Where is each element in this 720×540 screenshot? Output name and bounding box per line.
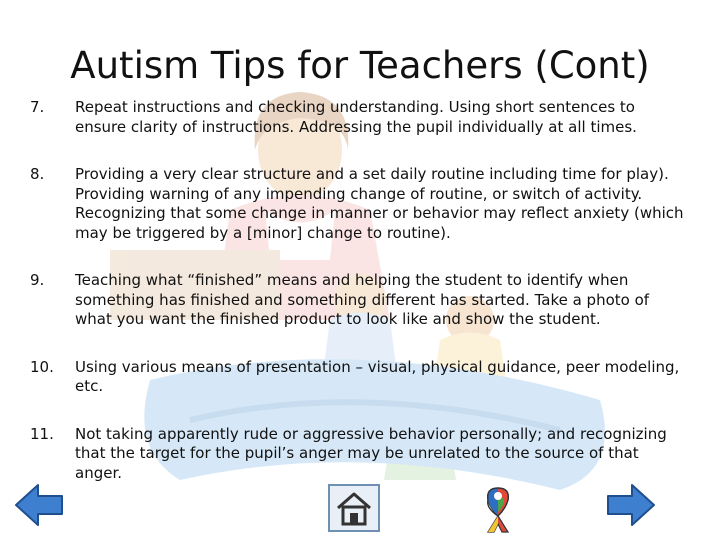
left-arrow-icon	[16, 485, 62, 525]
list-item	[30, 271, 690, 330]
slide-title: Autism Tips for Teachers (Cont)	[70, 44, 650, 87]
item-number: 7.	[30, 98, 45, 116]
item-text: Providing a very clear structure and a set daily routine including time for play). Providing warning of any impending change of routine, or switch of activity. Recognizing that some change in manner or behavior may reflect anxiety (which may be triggered by a [minor] change to routine).	[75, 165, 684, 242]
home-button[interactable]	[328, 484, 380, 532]
item-text: Teaching what “finished” means and helping the student to identify when something has finished and something different has started. Take a photo of what you want the finished product to look like and show the student.	[75, 271, 650, 328]
list-item	[30, 358, 690, 397]
back-button[interactable]	[14, 483, 64, 527]
item-number: 10.	[30, 357, 54, 376]
item-text: Not taking apparently rude or aggressive behavior personally; and recognizing that the target for the pupil’s anger may be unrelated to the source of that anger.	[75, 424, 667, 482]
item-number: 8.	[30, 165, 45, 183]
item-number: 9.	[30, 271, 45, 289]
item-number: 11.	[30, 424, 54, 443]
autism-awareness-ribbon-icon	[480, 484, 516, 534]
item-text: Using various means of presentation – visual, physical guidance, peer modeling, etc.	[75, 357, 680, 395]
list-item	[30, 425, 690, 484]
tips-list	[30, 98, 690, 511]
home-icon	[330, 486, 378, 530]
item-text: Repeat instructions and checking understanding. Using short sentences to ensure clarity of instructions. Addressing the pupil individually at all times.	[75, 98, 637, 136]
forward-button[interactable]	[606, 483, 656, 527]
list-item	[30, 98, 690, 137]
list-item	[30, 165, 690, 243]
right-arrow-icon	[608, 485, 654, 525]
